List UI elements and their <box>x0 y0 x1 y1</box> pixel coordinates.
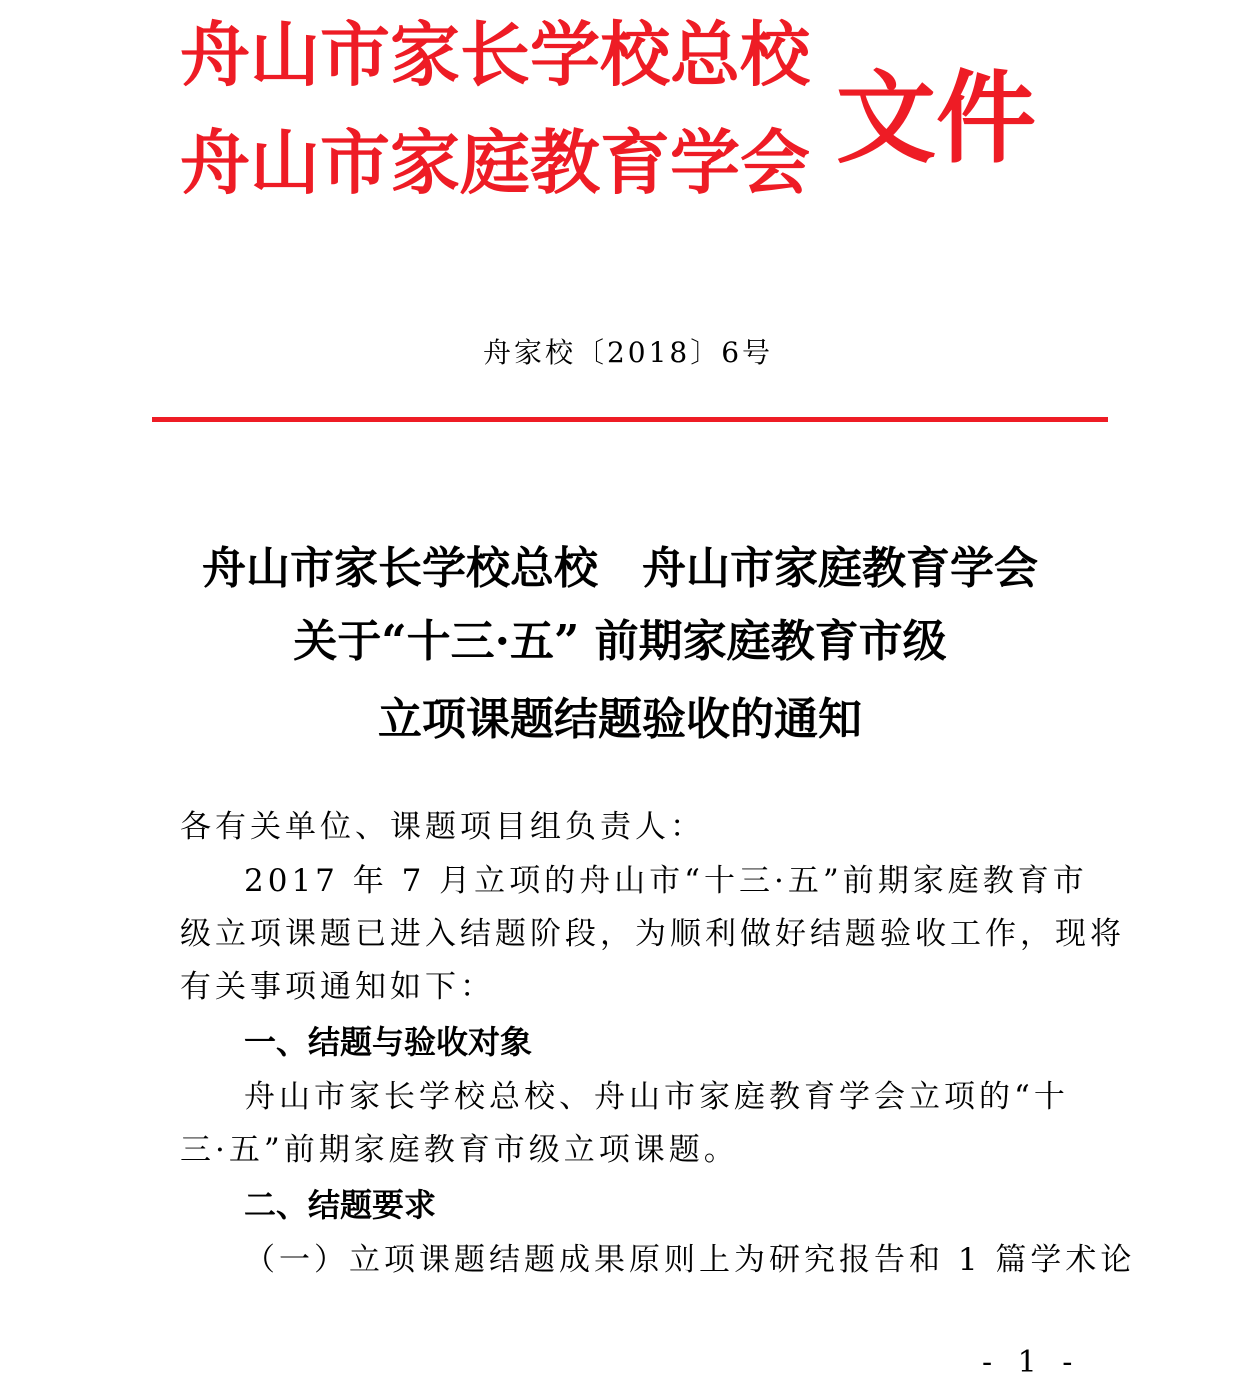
page-number: - 1 - <box>982 1345 1081 1380</box>
intro-paragraph-line-3: 有关事项通知如下： <box>180 969 495 1005</box>
section-heading-1: 一、结题与验收对象 <box>244 1023 533 1061</box>
document-label: 文件 <box>836 59 1036 177</box>
issuing-organization-1: 舟山市家长学校总校 <box>180 13 810 96</box>
salutation: 各有关单位、课题项目组负责人： <box>180 809 705 845</box>
section-heading-2: 二、结题要求 <box>244 1186 437 1224</box>
intro-paragraph-line-1: 2017 年 7 月立项的舟山市“十三·五”前期家庭教育市 <box>244 863 1088 899</box>
document-number: 舟家校〔2018〕6号 <box>482 336 774 369</box>
document-title-line-2: 关于“十三·五” 前期家庭教育市级 <box>293 616 947 667</box>
red-divider-line <box>152 417 1108 422</box>
document-title-line-1: 舟山市家长学校总校 舟山市家庭教育学会 <box>202 543 1038 594</box>
section-1-paragraph-line-1: 舟山市家长学校总校、舟山市家庭教育学会立项的“十 <box>244 1079 1069 1115</box>
section-2-item-1: （一）立项课题结题成果原则上为研究报告和 1 篇学术论 <box>244 1242 1136 1278</box>
section-1-paragraph-line-2: 三·五”前期家庭教育市级立项课题。 <box>180 1132 739 1168</box>
intro-paragraph-line-2: 级立项课题已进入结题阶段，为顺利做好结题验收工作，现将 <box>180 916 1125 952</box>
issuing-organization-2: 舟山市家庭教育学会 <box>180 121 810 204</box>
document-title-line-3: 立项课题结题验收的通知 <box>378 694 862 745</box>
